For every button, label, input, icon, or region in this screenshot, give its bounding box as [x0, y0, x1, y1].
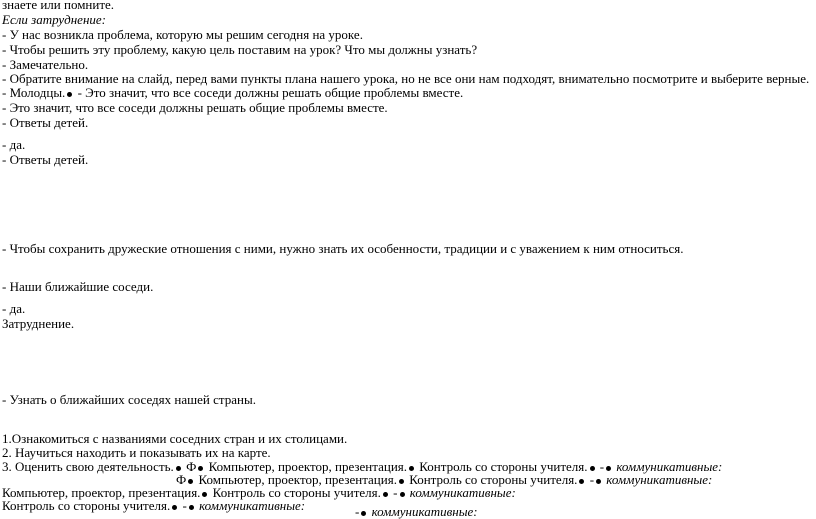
- bullet-icon: [202, 492, 207, 497]
- text: - да.: [2, 137, 26, 152]
- text-line: [2, 42, 477, 57]
- text-line: [2, 27, 363, 42]
- text: - Узнать о ближайших соседях нашей страны.: [2, 392, 256, 407]
- text: -: [596, 459, 605, 474]
- text-line: [2, 316, 74, 331]
- text: - Замечательно.: [2, 57, 89, 72]
- bullet-icon: [596, 479, 601, 484]
- bullet-icon: [409, 466, 414, 471]
- text: Если затруднение:: [2, 12, 106, 27]
- text-italic: коммуникативные:: [603, 472, 713, 487]
- bullet-icon: [189, 505, 194, 510]
- text: -: [179, 498, 187, 513]
- text: - да.: [2, 301, 26, 316]
- text-line: [2, 100, 388, 115]
- text: - Наши ближайшие соседи.: [2, 279, 154, 294]
- bullet-icon: [400, 492, 405, 497]
- bullet-icon: [172, 505, 177, 510]
- text: Компьютер, проектор, презентация.: [205, 459, 408, 474]
- text-line: [2, 301, 25, 316]
- text: - Молодцы.: [2, 85, 66, 100]
- text-line: [2, 431, 347, 446]
- text: Затруднение.: [2, 316, 75, 331]
- text: Компьютер, проектор, презентация.: [2, 485, 201, 500]
- bullet-icon: [198, 466, 203, 471]
- text: Ф: [176, 472, 187, 487]
- text-line: [2, 279, 153, 294]
- text: -: [355, 504, 360, 519]
- text-italic: коммуникативные:: [195, 498, 306, 513]
- text: Контроль со стороны учителя.: [416, 459, 588, 474]
- bullet-icon: [590, 466, 595, 471]
- text-line: [2, 152, 88, 167]
- text-line: [2, 392, 256, 407]
- bullet-icon: [188, 479, 193, 484]
- text-line: [2, 241, 683, 256]
- text-line: [2, 115, 88, 130]
- text-italic: коммуникативные:: [368, 504, 478, 519]
- bullet-icon: [67, 92, 72, 97]
- text: -: [586, 472, 595, 487]
- text: Контроль со стороны учителя.: [2, 498, 171, 513]
- text-line: [2, 71, 809, 86]
- text: - Это значит, что все соседи должны решать общие проблемы вместе.: [2, 100, 388, 115]
- text-line: [2, 498, 305, 513]
- text-line: [2, 57, 88, 72]
- text: 1.Ознакомиться с названиями соседних стран и их столицами.: [2, 431, 348, 446]
- bullet-icon: [399, 479, 404, 484]
- text-italic: коммуникативные:: [613, 459, 723, 474]
- text: 3. Оценить свою деятельность.: [2, 459, 174, 474]
- text-line: [2, 85, 463, 100]
- bullet-icon: [176, 466, 181, 471]
- text-line-italic: [2, 12, 106, 27]
- text: - Обратите внимание на слайд, перед вами пункты плана нашего урока, но не все они нам подходят, внимательно посмотрите и выберите верные.: [2, 71, 810, 86]
- text-line: [2, 137, 25, 152]
- text: - Это значит, что все соседи должны решать общие проблемы вместе.: [74, 85, 464, 100]
- text-line: [355, 504, 478, 519]
- bullet-icon: [383, 492, 388, 497]
- text: 2. Научиться находить и показывать их на карте.: [2, 445, 271, 460]
- text: - Чтобы решить эту проблему, какую цель поставим на урок? Что мы должны узнать?: [2, 42, 478, 57]
- text: -: [389, 485, 398, 500]
- text: - У нас возникла проблема, которую мы решим сегодня на уроке.: [2, 27, 363, 42]
- text: Компьютер, проектор, презентация.: [195, 472, 397, 487]
- text: - Чтобы сохранить дружеские отношения с ними, нужно знать их особенности, традиции и с уважением к ним относиться.: [2, 241, 684, 256]
- text: - Ответы детей.: [2, 152, 89, 167]
- text: Контроль со стороны учителя.: [209, 485, 381, 500]
- text-line: [2, 445, 271, 460]
- text: Контроль со стороны учителя.: [405, 472, 578, 487]
- text-line: [2, 0, 114, 12]
- text: - Ответы детей.: [2, 115, 89, 130]
- text: знаете или помните.: [2, 0, 115, 12]
- bullet-icon: [579, 479, 584, 484]
- text: Ф: [182, 459, 197, 474]
- text-italic: коммуникативные:: [406, 485, 516, 500]
- bullet-icon: [361, 511, 366, 516]
- bullet-icon: [606, 466, 611, 471]
